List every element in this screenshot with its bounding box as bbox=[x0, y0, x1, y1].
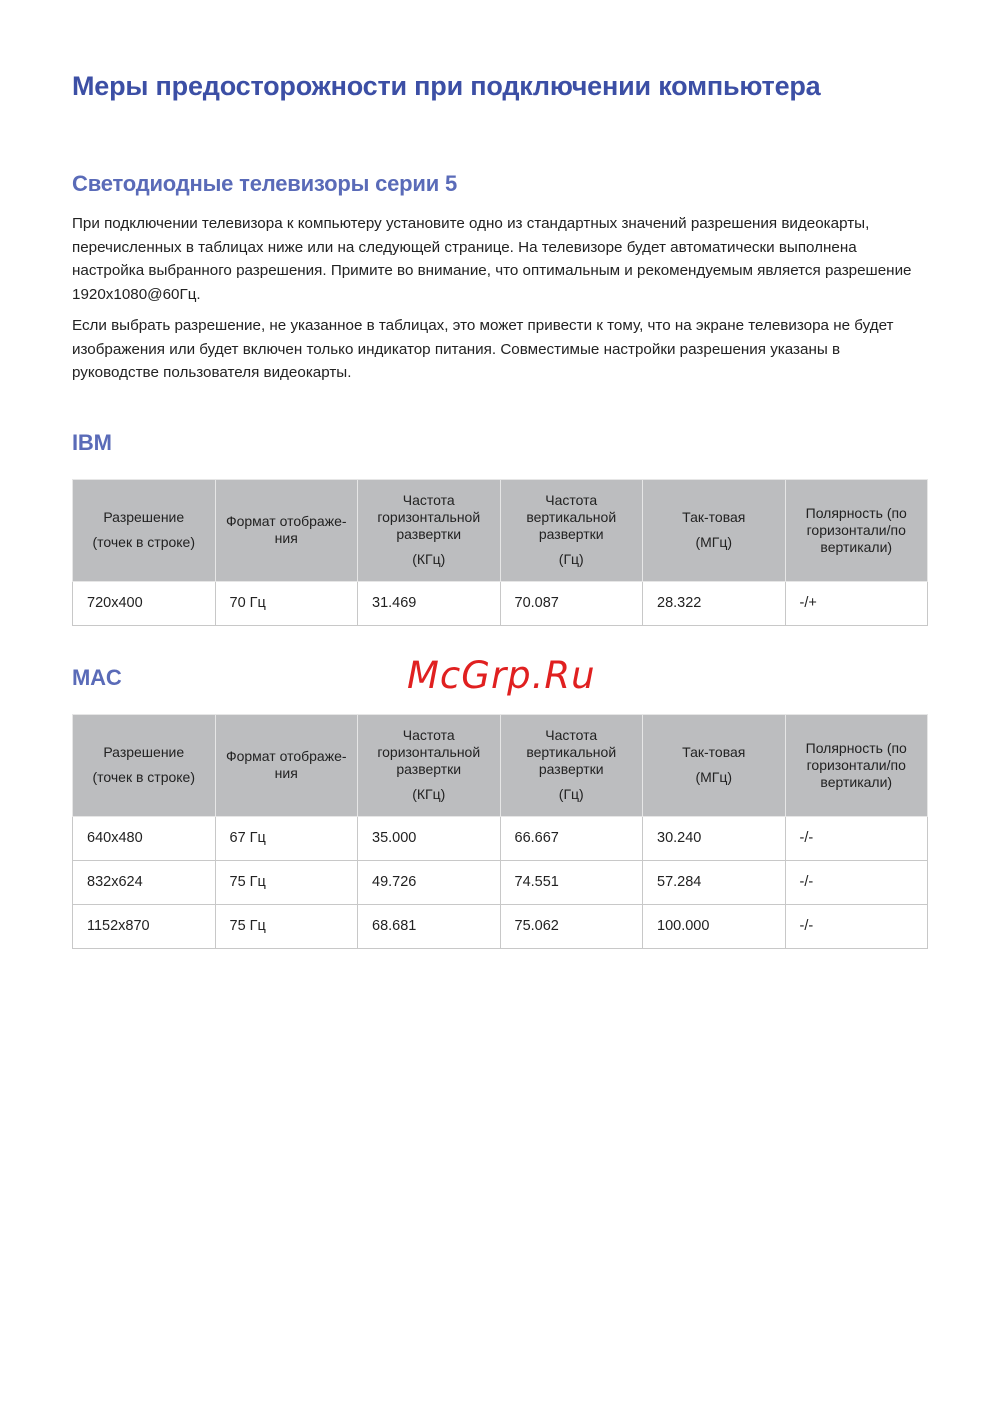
header-clock: Так-товая (МГц) bbox=[643, 479, 786, 581]
table-cell: 1152x870 bbox=[73, 904, 216, 948]
header-polarity: Полярность (по горизонтали/по вертикали) bbox=[785, 714, 928, 816]
table-cell: 31.469 bbox=[358, 581, 501, 625]
table-cell: 74.551 bbox=[500, 860, 643, 904]
table-cell: 100.000 bbox=[643, 904, 786, 948]
table-row bbox=[73, 581, 928, 625]
table-cell: 35.000 bbox=[358, 816, 501, 860]
table-row bbox=[73, 904, 928, 948]
header-vfreq: Частота вертикальной развертки (Гц) bbox=[500, 714, 643, 816]
header-resolution: Разрешение (точек в строке) bbox=[73, 479, 216, 581]
table-cell: 75 Гц bbox=[215, 904, 358, 948]
header-vfreq: Частота вертикальной развертки (Гц) bbox=[500, 479, 643, 581]
page-title: Меры предосторожности при подключении компьютера bbox=[72, 71, 821, 101]
table-cell: 640x480 bbox=[73, 816, 216, 860]
header-resolution: Разрешение (точек в строке) bbox=[73, 714, 216, 816]
watermark-logo: McGrp.Ru bbox=[407, 653, 596, 697]
header-polarity: Полярность (по горизонтали/по вертикали) bbox=[785, 479, 928, 581]
ibm-heading: IBM bbox=[72, 429, 112, 455]
table-cell: -/- bbox=[785, 816, 928, 860]
section-title: Светодиодные телевизоры серии 5 bbox=[72, 171, 457, 196]
table-cell: 28.322 bbox=[643, 581, 786, 625]
table-cell: 832x624 bbox=[73, 860, 216, 904]
table-row bbox=[73, 816, 928, 860]
table-cell: -/- bbox=[785, 860, 928, 904]
table-cell: 75 Гц bbox=[215, 860, 358, 904]
header-row bbox=[73, 714, 928, 816]
header-clock: Так-товая (МГц) bbox=[643, 714, 786, 816]
table-cell: 49.726 bbox=[358, 860, 501, 904]
table-cell: 70 Гц bbox=[215, 581, 358, 625]
table-cell: 720x400 bbox=[73, 581, 216, 625]
table-cell: 70.087 bbox=[500, 581, 643, 625]
table-cell: 57.284 bbox=[643, 860, 786, 904]
paragraph-1: При подключении телевизора к компьютеру установите одно из стандартных значений разрешения видеокарты, перечисленных в таблицах ниже или на следующей странице. На телевизоре будет автоматически выполнена настройка выбранного разрешения. Примите во внимание, что оптимальным и рекомендуемым является разрешение 1920x1080@60Гц. bbox=[72, 215, 912, 303]
table-row bbox=[73, 860, 928, 904]
header-hfreq: Частота горизонтальной развертки (КГц) bbox=[358, 714, 501, 816]
table-cell: -/- bbox=[785, 904, 928, 948]
table-cell: 68.681 bbox=[358, 904, 501, 948]
header-row bbox=[73, 479, 928, 581]
table-cell: 75.062 bbox=[500, 904, 643, 948]
header-format: Формат отображе-ния bbox=[215, 714, 358, 816]
table-cell: 30.240 bbox=[643, 816, 786, 860]
mac-table bbox=[72, 714, 928, 949]
table-cell: 67 Гц bbox=[215, 816, 358, 860]
header-format: Формат отображе-ния bbox=[215, 479, 358, 581]
mac-heading-block bbox=[72, 653, 928, 697]
header-hfreq: Частота горизонтальной развертки (КГц) bbox=[358, 479, 501, 581]
ibm-table bbox=[72, 479, 928, 626]
table-cell: 66.667 bbox=[500, 816, 643, 860]
mac-heading: MAC bbox=[72, 664, 122, 690]
table-cell: -/+ bbox=[785, 581, 928, 625]
paragraph-2: Если выбрать разрешение, не указанное в таблицах, это может привести к тому, что на экране телевизора не будет изображения или будет включен только индикатор питания. Совместимые настройки разрешения указаны в руководстве пользователя видеокарты. bbox=[72, 317, 894, 381]
